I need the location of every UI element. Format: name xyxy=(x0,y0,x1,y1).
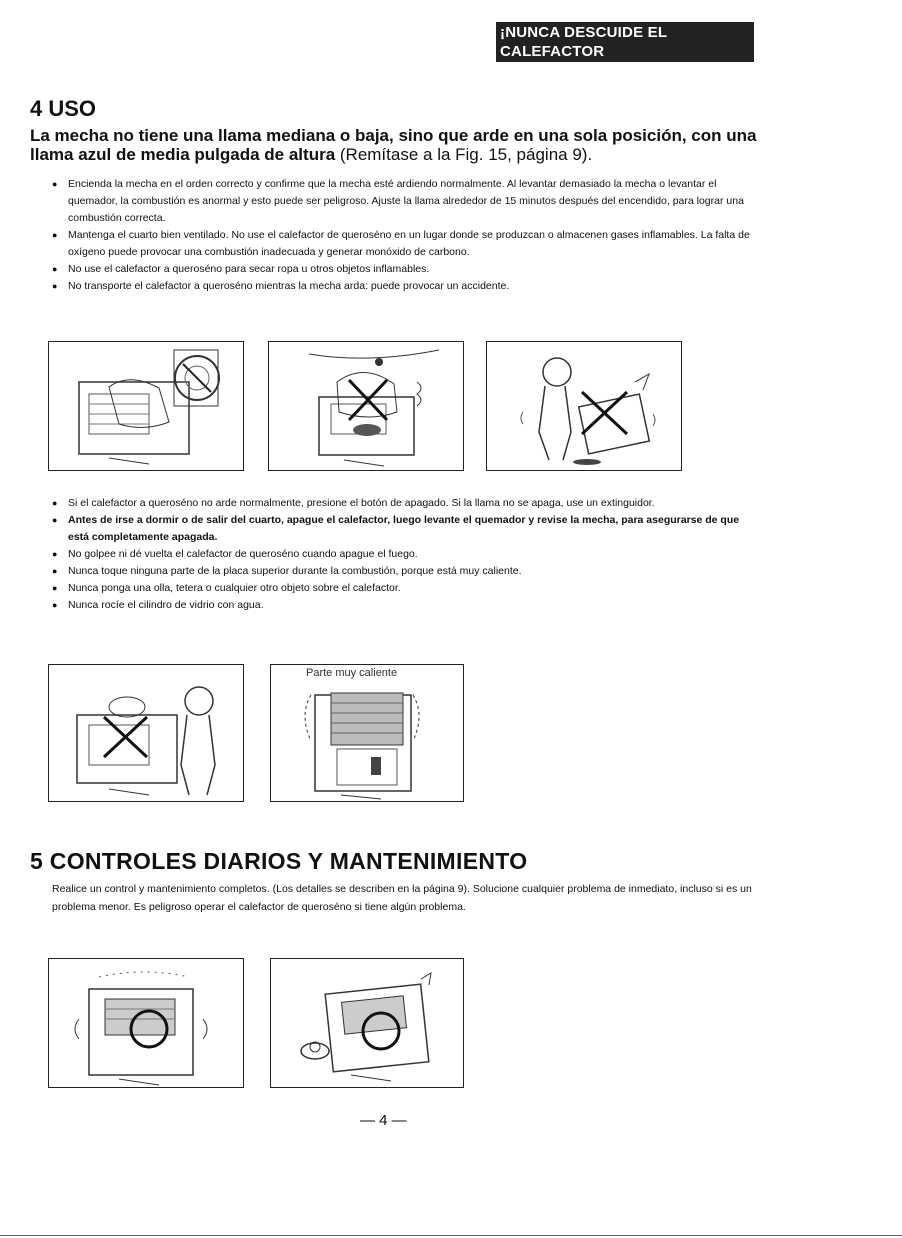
bullet-item: ● Encienda la mecha en el orden correcto y confirme que la mecha esté ardiendo normalmente. Al levantar demasiado la mecha o levantar el quemador, la combustión es anormal y esto puede ser peligroso. Ajuste la llama alrededor de 15 minutos después del encendido, para lograr una combustión correcta. xyxy=(52,176,752,227)
bullet-item: ● No transporte el calefactor a queroséno mientras la mecha arda: puede provocar un accidente. xyxy=(52,278,752,295)
figure-heater-inspection-ok xyxy=(48,958,244,1088)
heater-moving-illustration xyxy=(487,342,683,472)
safety-bullet-list-1 xyxy=(52,176,752,295)
section-4-title: 4 USO xyxy=(30,96,97,121)
bullet-item: ● No golpee ni dé vuelta el calefactor de queroséno cuando apague el fuego. xyxy=(52,546,752,563)
figure-heater-moving-burning xyxy=(486,341,682,471)
figure-heater-drying-clothes xyxy=(48,341,244,471)
hot-part-caption: Parte muy caliente xyxy=(306,667,398,679)
bullet-item: ● Si el calefactor a queroséno no arde normalmente, presione el botón de apagado. Si la llama no se apaga, use un extinguidor. xyxy=(52,495,752,512)
safety-bullet-list-2 xyxy=(52,495,752,614)
bullet-item: ● Nunca ponga una olla, tetera o cualquier otro objeto sobre el calefactor. xyxy=(52,580,752,597)
warning-banner xyxy=(496,22,754,79)
bullet-item-bold: ● Antes de irse a dormir o de salir del cuarto, apague el calefactor, luego levante el quemador y revise la mecha, para asegurarse de que está completamente apagada. xyxy=(52,512,752,546)
lead-bold-text: La mecha no tiene una llama mediana o baja, sino que arde en una sola posición, con una llama azul de media pulgada de altura xyxy=(30,126,757,164)
figure-hot-part xyxy=(270,664,464,802)
heater-carry-illustration xyxy=(269,342,465,472)
heater-pot-illustration xyxy=(49,665,245,803)
section-5-title: 5 CONTROLES DIARIOS Y MANTENIMIENTO xyxy=(30,848,528,874)
bottom-rule xyxy=(0,1235,902,1236)
section-4-lead xyxy=(30,126,770,164)
figure-heater-pot-prohibited xyxy=(48,664,244,802)
bullet-item: ● No use el calefactor a queroséno para secar ropa u otros objetos inflamables. xyxy=(52,261,752,278)
warning-line-1: ¡NUNCA DESCUIDE EL CALEFACTOR xyxy=(500,24,667,60)
heater-hot-top-illustration xyxy=(271,665,465,803)
warning-line-2: DURANTE SU FUNCIONAMIENTO! xyxy=(500,62,750,79)
heater-drying-illustration xyxy=(49,342,245,472)
bullet-item: ● Nunca rocíe el cilindro de vidrio con agua. xyxy=(52,597,752,614)
figure-heater-maintenance-ok xyxy=(270,958,464,1088)
lead-reference-text: (Remítase a la Fig. 15, página 9). xyxy=(335,145,593,164)
section-5-paragraph: Realice un control y mantenimiento completos. (Los detalles se describen en la página 9). Solucione cualquier problema de inmediato, incluso si es un problema menor. Es peligroso operar el calefactor de queroséno si tiene algún problema. xyxy=(52,883,752,913)
bullet-item: ● Nunca toque ninguna parte de la placa superior durante la combustión, porque está muy caliente. xyxy=(52,563,752,580)
heater-inspection-illustration xyxy=(49,959,245,1089)
bullet-item: ● Mantenga el cuarto bien ventilado. No use el calefactor de queroséno en un lugar donde se produzcan o almacenen gases inflamables. La falta de oxígeno puede provocar una combustión inadecuada y generar monóxido de carbono. xyxy=(52,227,752,261)
page-number: — 4 — xyxy=(360,1112,407,1129)
figure-heater-carry-prohibited xyxy=(268,341,464,471)
heater-maintenance-illustration xyxy=(271,959,465,1089)
